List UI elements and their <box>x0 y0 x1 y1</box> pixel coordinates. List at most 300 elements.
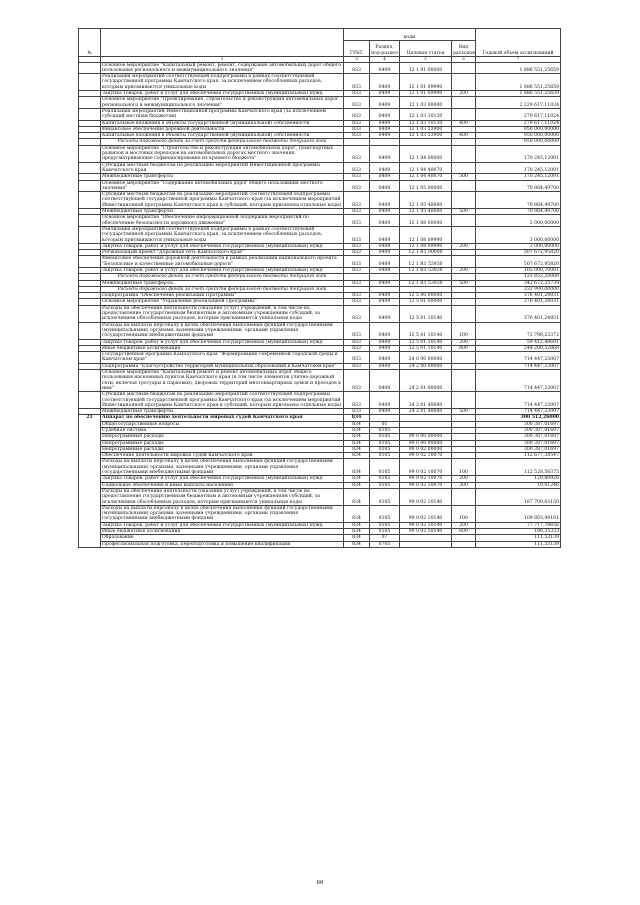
row-razdel: 0409 <box>370 145 400 162</box>
row-vid: 500 <box>452 209 476 215</box>
row-amount: 950 000,00000 <box>476 133 561 139</box>
row-amount: 3 000,00000 <box>476 215 561 227</box>
row-razdel: 0409 <box>370 226 400 243</box>
row-grbs: 833 <box>344 363 370 369</box>
row-vid <box>452 488 476 505</box>
row-razdel: 0105 <box>370 505 400 522</box>
row-number <box>79 162 101 174</box>
row-celevaya: 12 1 03 10130 <box>400 108 452 120</box>
row-celevaya: 24 0 00 00000 <box>400 352 452 364</box>
row-celevaya: 12 1 08 09990 <box>400 226 452 243</box>
row-name: Межбюджетные трансферты <box>101 409 344 415</box>
row-grbs: 833 <box>344 345 370 351</box>
row-celevaya: 12 1 R1 00000 <box>400 250 452 256</box>
row-celevaya: 12 5 01 10140 <box>400 322 452 339</box>
row-celevaya: 12 5 00 00000 <box>400 293 452 299</box>
row-grbs: 833 <box>344 250 370 256</box>
row-name: Закупка товаров, работ и услуг для обеспечения государственных (муниципальных) нужд <box>101 339 344 345</box>
row-name: Образование <box>101 535 344 541</box>
row-grbs: 833 <box>344 74 370 91</box>
row-name: Непрограммные расходы <box>101 446 344 452</box>
row-amount: 714 447,23007 <box>476 370 561 392</box>
row-number <box>79 352 101 364</box>
row-amount: 170 245,12091 <box>476 145 561 162</box>
row-vid <box>452 74 476 91</box>
row-number <box>79 370 101 392</box>
row-celevaya: 12 1 08 09990 <box>400 243 452 249</box>
row-vid: 200 <box>452 243 476 249</box>
row-number <box>79 256 101 268</box>
row-amount: 133 853,20000 <box>476 274 561 280</box>
index-cell: 3 <box>344 57 370 63</box>
row-vid: 500 <box>452 174 476 180</box>
row-vid: 500 <box>452 409 476 415</box>
table-row <box>79 352 561 364</box>
row-razdel: 07 <box>370 535 400 541</box>
row-grbs: 833 <box>344 62 370 74</box>
row-name: Закупка товаров, работ и услуг для обеспечения государственных (муниципальных) нужд <box>101 91 344 97</box>
header-codes: коды <box>344 29 476 41</box>
row-vid <box>452 97 476 109</box>
row-celevaya: 12 1 04 40070 <box>400 174 452 180</box>
row-vid: 800 <box>452 345 476 351</box>
row-name: Аппарат по обеспечению деятельности мировых судей Камчатского края <box>101 415 344 421</box>
row-grbs: 833 <box>344 339 370 345</box>
row-razdel: 0409 <box>370 126 400 132</box>
row-amount: 109 803,49161 <box>476 505 561 522</box>
row-vid <box>452 108 476 120</box>
table-row <box>79 192 561 209</box>
row-amount: 70 864,49700 <box>476 209 561 215</box>
row-celevaya: 24 2 00 00000 <box>400 363 452 369</box>
row-amount: 300 387,01697 <box>476 440 561 446</box>
row-grbs: 834 <box>344 488 370 505</box>
row-vid <box>452 541 476 547</box>
row-razdel: 0409 <box>370 392 400 409</box>
row-amount: 279 617,11024 <box>476 108 561 120</box>
table-row <box>79 541 561 547</box>
table-body <box>79 62 561 547</box>
row-celevaya: 12 5 01 10140 <box>400 339 452 345</box>
row-razdel: 0105 <box>370 440 400 446</box>
row-razdel: 0409 <box>370 339 400 345</box>
row-celevaya: 12 5 01 10140 <box>400 345 452 351</box>
row-grbs: 834 <box>344 415 370 421</box>
row-vid: 200 <box>452 91 476 97</box>
row-vid <box>452 180 476 192</box>
row-grbs: 834 <box>344 476 370 482</box>
row-razdel: 0409 <box>370 133 400 139</box>
row-amount: 342 672,25739 <box>476 280 561 286</box>
row-name: Социальное обеспечение и иные выплаты населению <box>101 482 344 488</box>
row-number <box>79 74 101 91</box>
row-name: Закупка товаров, работ и услуг для обеспечения государственных (муниципальных) нужд <box>101 243 344 249</box>
row-razdel: 0409 <box>370 267 400 273</box>
row-name: Основное мероприятие "Управление реализацией Программы" <box>101 299 344 305</box>
row-name: Основное мероприятие "Обеспечение информационной поддержки мероприятий по обеспечению безопасности дорожного движения" <box>101 215 344 227</box>
table-row <box>79 256 561 268</box>
row-grbs: 834 <box>344 459 370 476</box>
row-name: Субсидии местным бюджетам на реализацию мероприятий Инвестиционной программы Камчатского края <box>101 162 344 174</box>
table-row <box>79 370 561 392</box>
row-grbs: 833 <box>344 267 370 273</box>
row-amount: 19,01246 <box>476 482 561 488</box>
row-vid: 200 <box>452 522 476 528</box>
row-amount: 112 528,56375 <box>476 459 561 476</box>
index-cell: 7 <box>476 57 561 63</box>
row-amount: 376 401,24931 <box>476 293 561 299</box>
row-razdel: 0409 <box>370 74 400 91</box>
row-amount: 59 412,48691 <box>476 339 561 345</box>
row-number <box>79 305 101 322</box>
row-grbs: 834 <box>344 440 370 446</box>
row-celevaya: 12 1 01 00000 <box>400 62 452 74</box>
row-celevaya: 12 1 03 53900 <box>400 133 452 139</box>
row-grbs: 833 <box>344 409 370 415</box>
row-grbs: 833 <box>344 299 370 305</box>
row-razdel: 0409 <box>370 280 400 286</box>
row-name: Подпрограмма "Благоустройство территорий муниципальных образований в Камчатском крае" <box>101 363 344 369</box>
row-grbs: 833 <box>344 120 370 126</box>
row-amount: 300 387,01697 <box>476 428 561 434</box>
row-name: Судебная система <box>101 428 344 434</box>
row-razdel: 0409 <box>370 305 400 322</box>
row-amount: 300 512,26000 <box>476 415 561 421</box>
row-grbs: 834 <box>344 535 370 541</box>
row-name: Субсидия местным бюджетам на реализацию мероприятий соответствующей подпрограммы соответствующей государственной программы Камчатского края (за исключением мероприятий Инвестиционной программы Камчатского края и субсидий, которым присвоены отдельные коды) <box>101 192 344 209</box>
row-number <box>79 97 101 109</box>
row-amount: 112 677,38547 <box>476 453 561 459</box>
table-row <box>79 392 561 409</box>
row-razdel: 0409 <box>370 162 400 174</box>
row-number <box>79 62 101 74</box>
row-grbs: 834 <box>344 421 370 427</box>
row-vid <box>452 256 476 268</box>
row-vid <box>452 392 476 409</box>
row-celevaya: 99 0 02 10070 <box>400 476 452 482</box>
row-celevaya: 99 0 02 10140 <box>400 529 452 535</box>
row-razdel: 0105 <box>370 446 400 452</box>
row-razdel: 0409 <box>370 352 400 364</box>
row-celevaya: 12 1 R1 53930 <box>400 256 452 268</box>
index-cell: 4 <box>370 57 400 63</box>
row-name: Финансовое обеспечение дорожной деятельности <box>101 126 344 132</box>
row-amount: 1 886 551,25659 <box>476 62 561 74</box>
row-amount: 111,53139 <box>476 535 561 541</box>
index-cell: 5 <box>400 57 452 63</box>
row-razdel: 0105 <box>370 459 400 476</box>
row-celevaya: 99 0 02 10140 <box>400 505 452 522</box>
row-grbs: 833 <box>344 180 370 192</box>
row-razdel: 0105 <box>370 434 400 440</box>
row-celevaya: 99 0 02 10070 <box>400 482 452 488</box>
row-vid: 800 <box>452 529 476 535</box>
table-row <box>79 215 561 227</box>
row-name: Межбюджетные трансферты <box>101 209 344 215</box>
row-razdel: 0105 <box>370 488 400 505</box>
row-amount: 300 387,01697 <box>476 446 561 452</box>
row-celevaya: 12 1 05 40060 <box>400 192 452 209</box>
row-name: Расходы на выплаты персоналу в целях обеспечения выполнения функций государственными (муниципальными) органами, казенными учреждениями, органами управления государственными внебюджетными фондами <box>101 459 344 476</box>
row-amount: 1 886 551,25659 <box>476 74 561 91</box>
row-celevaya: 12 1 R1 53930 <box>400 280 452 286</box>
row-name: Расходы на обеспечение деятельности (оказание услуг) учреждений, в том числе на предоставление государственным бюджетным и автономным учреждениям субсидий, за исключением обособленных расходов, которым присваиваются уникальные коды <box>101 488 344 505</box>
row-amount: 300 387,01697 <box>476 421 561 427</box>
table-row <box>79 305 561 322</box>
row-vid: 200 <box>452 267 476 273</box>
row-number <box>79 215 101 227</box>
row-razdel: 0409 <box>370 120 400 126</box>
row-vid: 400 <box>452 120 476 126</box>
row-vid <box>452 62 476 74</box>
row-amount: 950 000,00000 <box>476 139 561 145</box>
row-name: Обеспечение деятельности мировых судей Камчатского края <box>101 453 344 459</box>
row-name: Закупка товаров, работ и услуг для обеспечения государственных (муниципальных) нужд <box>101 522 344 528</box>
row-name: Иные бюджетные ассигнования <box>101 345 344 351</box>
row-grbs: 833 <box>344 322 370 339</box>
row-name: Расходы на обеспечение деятельности (оказание услуг) учреждений, в том числе на предоставление государственным бюджетным и автономным учреждениям субсидий, за исключением обособленных расходов, которым присваиваются уникальные коды <box>101 305 344 322</box>
row-razdel: 0409 <box>370 370 400 392</box>
row-name: Непрограммные расходы <box>101 440 344 446</box>
page-number: 66 <box>316 880 324 886</box>
table-row <box>79 226 561 243</box>
row-razdel: 0409 <box>370 299 400 305</box>
row-grbs: 833 <box>344 280 370 286</box>
row-vid <box>452 370 476 392</box>
row-grbs: 834 <box>344 453 370 459</box>
row-name: Расходы дорожного фонда за счет средств федерального бюджета текущего года <box>101 286 344 292</box>
row-grbs: 833 <box>344 145 370 162</box>
row-name: Субсидия местным бюджетам на реализацию мероприятий соответствующей подпрограммы соответствующей государственной программы Камчатского края (за исключением мероприятий Инвестиционной программы Камчатского края и субсидий, которым присвоены отдельные коды) <box>101 392 344 409</box>
row-celevaya: 99 0 02 10140 <box>400 488 452 505</box>
row-name: Капитальные вложения в объекты государственной (муниципальной) собственности <box>101 120 344 126</box>
row-vid: 200 <box>452 339 476 345</box>
row-vid: 500 <box>452 280 476 286</box>
row-number <box>79 226 101 243</box>
row-amount: 111,53139 <box>476 541 561 547</box>
row-celevaya: 12 1 03 10130 <box>400 120 452 126</box>
row-razdel: 0105 <box>370 428 400 434</box>
row-name: Иные бюджетные ассигнования <box>101 529 344 535</box>
header-vid: Вид расходов <box>452 41 476 57</box>
row-name: Расходы дорожного фонда за счет средств федерального бюджета текущего года <box>101 139 344 145</box>
row-grbs: 834 <box>344 541 370 547</box>
row-razdel: 0409 <box>370 322 400 339</box>
row-celevaya: 12 5 01 00000 <box>400 299 452 305</box>
row-amount: 333 999,00000 <box>476 286 561 292</box>
row-razdel: 0105 <box>370 522 400 528</box>
row-celevaya: 99 0 00 00000 <box>400 440 452 446</box>
table-row <box>79 180 561 192</box>
row-celevaya: 12 1 05 40060 <box>400 209 452 215</box>
row-grbs: 833 <box>344 97 370 109</box>
row-amount: 129,80926 <box>476 476 561 482</box>
row-razdel: 0409 <box>370 180 400 192</box>
row-razdel: 01 <box>370 421 400 427</box>
row-razdel: 0409 <box>370 108 400 120</box>
row-amount: 714 447,23007 <box>476 392 561 409</box>
row-name: Общегосударственные вопросы <box>101 421 344 427</box>
row-name: Закупка товаров, работ и услуг для обеспечения государственных (муниципальных) нужд <box>101 476 344 482</box>
row-name: Реализация мероприятий Инвестиционной программы Камчатского края (за исключением субсидий местным бюджетам) <box>101 108 344 120</box>
row-vid <box>452 145 476 162</box>
row-vid <box>452 352 476 364</box>
row-name: Государственная программа Камчатского края "Формирование современной городской среды в Камчатском крае" <box>101 352 344 364</box>
budget-table <box>78 28 561 548</box>
row-razdel: 0705 <box>370 541 400 547</box>
row-vid <box>452 226 476 243</box>
table-row <box>79 162 561 174</box>
row-grbs: 834 <box>344 522 370 528</box>
row-name: Подпрограмма "Обеспечение реализации Программы" <box>101 293 344 299</box>
row-grbs: 833 <box>344 91 370 97</box>
row-amount: 77 717,78656 <box>476 522 561 528</box>
row-name: Основное мероприятие "Содержание автомобильных дорог общего пользования местного значения" <box>101 180 344 192</box>
row-vid: 300 <box>452 482 476 488</box>
row-celevaya: 24 2 01 00000 <box>400 370 452 392</box>
table-header <box>79 29 561 63</box>
row-celevaya: 12 5 01 10140 <box>400 305 452 322</box>
row-amount: 714 447,23007 <box>476 409 561 415</box>
row-vid: 100 <box>452 505 476 522</box>
row-amount: 244 200,52868 <box>476 345 561 351</box>
row-amount: 1 886 551,25659 <box>476 91 561 97</box>
row-vid: 100 <box>452 459 476 476</box>
row-grbs: 833 <box>344 226 370 243</box>
row-grbs: 833 <box>344 108 370 120</box>
row-razdel: 0409 <box>370 243 400 249</box>
row-vid <box>452 162 476 174</box>
row-celevaya: 99 0 00 00000 <box>400 434 452 440</box>
table-row <box>79 74 561 91</box>
table-row <box>79 459 561 476</box>
row-number <box>79 108 101 120</box>
table-row <box>79 62 561 74</box>
row-amount: 507 672,95820 <box>476 256 561 268</box>
row-celevaya: 12 1 04 00000 <box>400 145 452 162</box>
table-row <box>79 322 561 339</box>
row-name: Межбюджетные трансферты <box>101 174 344 180</box>
row-number <box>79 392 101 409</box>
row-celevaya: 99 0 02 10070 <box>400 453 452 459</box>
row-amount: 376 401,24931 <box>476 305 561 322</box>
row-name: Основное мероприятие "Капитальный ремонт, ремонт, содержание автомобильных дорог общего пользования регионального и межмуниципального значения" <box>101 62 344 74</box>
row-amount: 3 000,00000 <box>476 226 561 243</box>
row-amount: 3 000,00000 <box>476 243 561 249</box>
row-amount: 170 245,12091 <box>476 162 561 174</box>
row-amount: 714 447,23007 <box>476 352 561 364</box>
row-grbs: 833 <box>344 352 370 364</box>
row-celevaya: 12 1 03 00000 <box>400 97 452 109</box>
row-vid <box>452 305 476 322</box>
row-name: Основное мероприятие "Капитальный ремонт и ремонт автомобильных дорог общего пользования населенных пунктов Камчатского края (в том числе элементов улично-дорожной сети, включая тротуары и парковки), дворовых территорий многоквартирных домов и проездов к ним" <box>101 370 344 392</box>
header-razdel: Раздел, под-раздел <box>370 41 400 57</box>
row-grbs: 833 <box>344 370 370 392</box>
row-celevaya: 12 1 01 09990 <box>400 91 452 97</box>
row-vid: 200 <box>452 476 476 482</box>
row-razdel: 0105 <box>370 476 400 482</box>
row-razdel: 0409 <box>370 409 400 415</box>
header-amount: Годовой объем ассигнований <box>476 29 561 57</box>
row-amount: 507 672,95820 <box>476 250 561 256</box>
index-cell: 6 <box>452 57 476 63</box>
row-grbs: 833 <box>344 256 370 268</box>
row-name: Капитальные вложения в объекты государственной (муниципальной) собственности <box>101 133 344 139</box>
row-razdel: 0409 <box>370 97 400 109</box>
row-amount: 165 000,70081 <box>476 267 561 273</box>
row-celevaya: 12 1 01 09990 <box>400 74 452 91</box>
table-row <box>79 97 561 109</box>
row-amount: 376 401,24931 <box>476 299 561 305</box>
table-row <box>79 108 561 120</box>
row-razdel: 0409 <box>370 62 400 74</box>
row-razdel: 0105 <box>370 482 400 488</box>
row-razdel: 0105 <box>370 529 400 535</box>
row-number <box>79 180 101 192</box>
row-amount: 170 245,12091 <box>476 174 561 180</box>
row-amount: 72 798,23372 <box>476 322 561 339</box>
row-grbs: 833 <box>344 133 370 139</box>
row-grbs: 834 <box>344 428 370 434</box>
row-amount: 70 864,49700 <box>476 180 561 192</box>
row-grbs: 833 <box>344 243 370 249</box>
row-celevaya: 24 2 01 40080 <box>400 409 452 415</box>
row-name: Основное мероприятие "Строительство и реконструкция автомобильных дорог, транспортных развязок и мостовых переходов на автомобильных дорогах местного значения, предусматривающее софинансирование из краевого бюджета" <box>101 145 344 162</box>
row-name: Закупка товаров, работ и услуг для обеспечения государственных (муниципальных) нужд <box>101 267 344 273</box>
row-razdel: 0409 <box>370 209 400 215</box>
row-grbs: 834 <box>344 505 370 522</box>
row-razdel: 0105 <box>370 453 400 459</box>
row-celevaya: 99 0 02 10140 <box>400 522 452 528</box>
row-name: Профессиональная подготовка, переподготовка и повышение квалификации <box>101 541 344 547</box>
row-amount: 300 387,01697 <box>476 434 561 440</box>
row-name: Расходы дорожного фонда за счет средств федерального бюджета текущего года <box>101 274 344 280</box>
row-amount: 279 617,11024 <box>476 120 561 126</box>
row-razdel: 0409 <box>370 256 400 268</box>
row-amount: 950 000,00000 <box>476 126 561 132</box>
row-name: Межбюджетные трансферты <box>101 280 344 286</box>
header-name <box>101 29 344 57</box>
row-razdel: 0409 <box>370 345 400 351</box>
row-razdel: 0409 <box>370 250 400 256</box>
row-celevaya: 99 0 02 10070 <box>400 459 452 476</box>
header-num: № <box>79 29 101 57</box>
row-grbs: 833 <box>344 305 370 322</box>
row-vid: 400 <box>452 133 476 139</box>
row-razdel: 0409 <box>370 91 400 97</box>
row-celevaya: 24 2 01 40080 <box>400 392 452 409</box>
row-number <box>79 145 101 162</box>
row-grbs: 833 <box>344 392 370 409</box>
row-grbs: 833 <box>344 209 370 215</box>
row-razdel: 0409 <box>370 174 400 180</box>
row-celevaya: 12 1 04 40070 <box>400 162 452 174</box>
row-grbs: 833 <box>344 126 370 132</box>
header-celevaya: Целевая статья <box>400 41 452 57</box>
row-number: 21 <box>79 415 101 548</box>
row-grbs: 833 <box>344 293 370 299</box>
row-celevaya: 12 1 03 53900 <box>400 126 452 132</box>
row-name: Расходы на выплаты персоналу в целях обеспечения выполнения функций государственными (муниципальными) органами, казенными учреждениями, органами управления государственными внебюджетными фондами <box>101 505 344 522</box>
row-grbs: 833 <box>344 174 370 180</box>
row-amount: 2 229 617,11024 <box>476 97 561 109</box>
table-row <box>79 488 561 505</box>
row-number <box>79 192 101 209</box>
row-grbs: 833 <box>344 215 370 227</box>
row-name: Реализация мероприятий соответствующей подпрограммы в рамках соответствующей государственной программы Камчатского края, за исключением обособленных расходов, которым присваиваются уникальные коды <box>101 74 344 91</box>
row-razdel: 0409 <box>370 363 400 369</box>
row-name: Региональный проект "Дорожная сеть Камчатского края" <box>101 250 344 256</box>
